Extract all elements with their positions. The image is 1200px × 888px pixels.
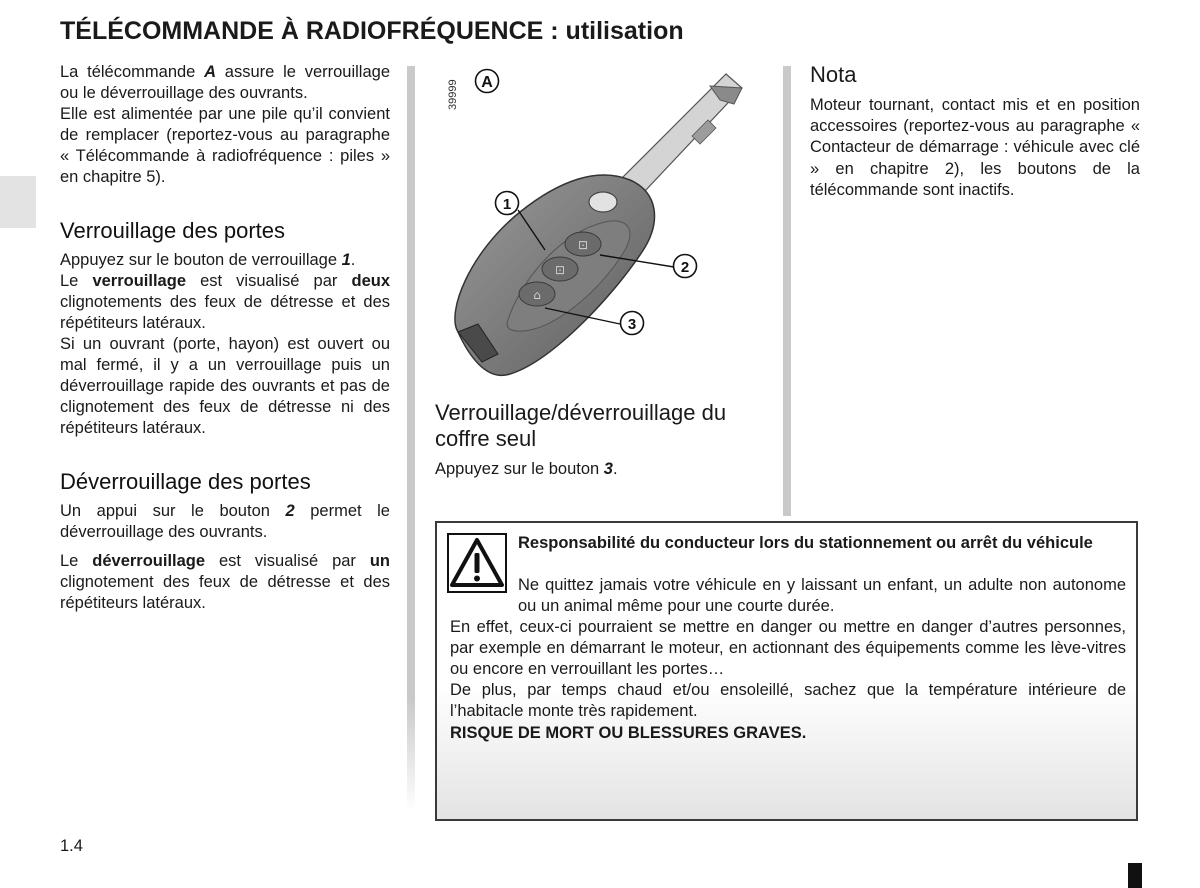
warning-title: Responsabilité du conducteur lors du stationnement ou arrêt du véhicule (518, 534, 1093, 552)
left-column (60, 62, 390, 614)
figure-ref-a (476, 70, 499, 93)
nota-heading: Nota (810, 62, 857, 87)
callout-1 (496, 192, 519, 215)
warning-body-1: En effet, ceux-ci pourraient se mettre en danger ou mettre en danger d’autres personnes, par exemple en démarrant le moteur, en actionnant des équipements comme les lève-vitres ou encore en verrouillant les portes… (450, 618, 1126, 678)
ref-a: A (204, 63, 217, 81)
svg-text:⌂: ⌂ (533, 288, 541, 302)
unlock-heading: Déverrouillage des portes (60, 469, 311, 494)
callout-2-label: 2 (680, 259, 690, 276)
warning-intro: Ne quittez jamais votre véhicule en y laissant un enfant, un adulte non autonome ou un animal même pour une courte durée. (518, 576, 1126, 615)
column-divider-left (407, 66, 415, 811)
ref-2: 2 (285, 502, 295, 520)
intro-paragraph-1: La télécommande A assure le verrouillage ou le déverrouillage des ouvrants. (60, 63, 390, 102)
button-1-lock (565, 232, 601, 256)
callout-1-label: 1 (502, 196, 512, 213)
unlock-paragraph-1: Un appui sur le bouton 2 permet le déverrouillage des ouvrants. (60, 502, 390, 541)
page-edge-marker (1128, 863, 1142, 888)
key-blade (620, 74, 742, 192)
trunk-heading: Verrouillage/déverrouillage du coffre seul (435, 400, 727, 451)
svg-text:⊡: ⊡ (577, 238, 589, 252)
page-title: TÉLÉCOMMANDE À RADIOFRÉQUENCE : utilisation (60, 17, 684, 45)
lock-paragraph-2: Le verrouillage est visualisé par deux clignotements des feux de détresse et des répétiteurs latéraux. (60, 272, 391, 332)
ref-1: 1 (341, 251, 351, 269)
trunk-paragraph: Appuyez sur le bouton 3. (435, 460, 618, 478)
figure-code: 39999 (447, 79, 459, 110)
callout-2 (674, 255, 697, 278)
figure-ref-a-label: A (481, 74, 493, 91)
page-number: 1.4 (60, 837, 83, 855)
chapter-tab (0, 176, 36, 228)
button-2-unlock (542, 257, 578, 281)
lock-heading: Verrouillage des portes (60, 218, 286, 243)
remote-key-illustration (430, 62, 750, 392)
ref-3: 3 (603, 460, 613, 478)
warning-body-2: De plus, par temps chaud et/ou ensoleillé, sachez que la température intérieure de l’habitacle monte très rapidement. (450, 681, 1126, 720)
callout-3-label: 3 (627, 316, 637, 333)
column-divider-right (783, 66, 791, 516)
warning-triangle-icon (447, 533, 507, 593)
nota-body: Moteur tournant, contact mis et en position accessoires (reportez-vous au paragraphe « Contacteur de démarrage : véhicule avec clé » en chapitre 2), les boutons de la télécommande sont inactifs. (810, 96, 1140, 199)
svg-text:⊡: ⊡ (554, 263, 566, 277)
lock-paragraph-1: Appuyez sur le bouton de verrouillage 1. (60, 251, 356, 269)
warning-body (450, 617, 1126, 722)
callout-3 (621, 312, 644, 335)
button-3-trunk (519, 282, 555, 306)
lock-paragraph-3: Si un ouvrant (porte, hayon) est ouvert ou mal fermé, il y a un verrouillage puis un déverrouillage rapide des ouvrants et pas de clignotement des feux de détresse ni des répétiteurs latéraux. (60, 335, 390, 437)
warning-caps: RISQUE DE MORT OU BLESSURES GRAVES. (450, 724, 807, 742)
unlock-paragraph-2: Le déverrouillage est visualisé par un clignotement des feux de détresse et des répétiteurs latéraux. (60, 552, 390, 612)
intro-paragraph-2: Elle est alimentée par une pile qu’il convient de remplacer (reportez-vous au paragraphe « Télécommande à radiofréquence : piles » en chapitre 5). (60, 105, 390, 186)
